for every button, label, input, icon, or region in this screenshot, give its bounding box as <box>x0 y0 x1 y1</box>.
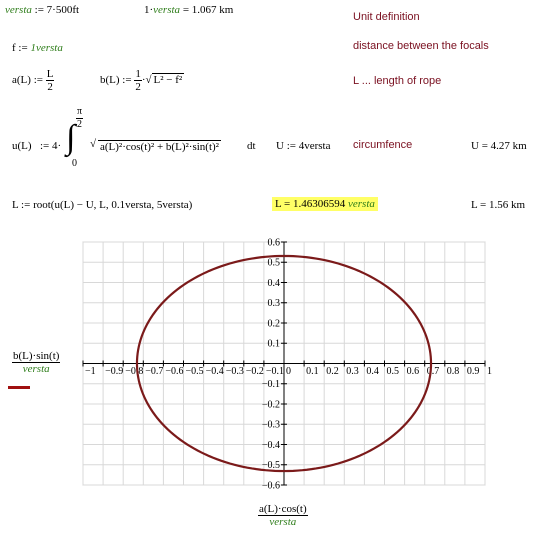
note-focal-distance: distance between the focals <box>353 40 489 52</box>
u-assign: := 4· <box>40 140 62 152</box>
b-definition[interactable]: b(L) := $\frac{1}{2}$ ·√ L² − f² <box>100 68 183 93</box>
integrand: a(L)²·cos(t)² + b(L)²·sin(t)² <box>100 141 219 153</box>
lower-limit: 0 <box>72 158 77 169</box>
y-tick-label: −0.5 <box>261 460 280 472</box>
upper-limit: $\frac{\pi}{2}$ <box>77 106 83 130</box>
y-tick-label: −0.6 <box>261 480 280 492</box>
a-fraction: $\frac{L}{2}$ <box>46 68 54 93</box>
note-unit-definition: Unit definition <box>353 11 420 23</box>
x-tick-label: −0.9 <box>105 365 124 377</box>
x-tick-label: −0.5 <box>185 365 204 377</box>
x-tick-label: 0.7 <box>426 365 440 377</box>
x-tick-label: −0.2 <box>245 365 264 377</box>
y-tick-label: 0.4 <box>267 277 280 289</box>
sqrt-symbol: √ <box>90 138 97 150</box>
x-tick-label: 0.6 <box>406 365 420 377</box>
L-evaluation[interactable]: L = 1.46306594 versta <box>272 197 378 211</box>
u-lhs: u(L) <box>12 140 32 152</box>
assign-op: := <box>34 4 44 16</box>
f-var: f <box>12 42 16 54</box>
x-tick-label: −0.6 <box>165 365 184 377</box>
b-lhs: b(L) <box>100 74 120 87</box>
y-label-num: b(L)·sin(t) <box>13 350 60 362</box>
dt: dt <box>247 140 256 152</box>
x-tick-label: 0.8 <box>446 365 460 377</box>
y-tick-label: −0.4 <box>261 439 280 451</box>
ft-unit: ft <box>72 4 80 16</box>
x-tick-label: 0.3 <box>346 365 359 377</box>
eval-coeff: 1· <box>144 4 154 16</box>
versta-var: versta <box>5 4 32 16</box>
f-value: 1versta <box>30 42 63 54</box>
y-tick-label: 0.3 <box>267 298 280 310</box>
eval-unit: versta <box>153 4 181 16</box>
assign-op: := <box>18 42 28 54</box>
note-rope-length: L ... length of rope <box>353 75 442 87</box>
sqrt-symbol: √ <box>145 74 152 87</box>
x-tick-label: 0.5 <box>386 365 399 377</box>
integral-sign: ∫ <box>66 119 76 156</box>
a-lhs: a(L) <box>12 74 31 87</box>
note-circumference: circumfence <box>353 139 413 151</box>
sqrt-body: L² − f² <box>153 74 183 87</box>
x-tick-label: −0.1 <box>265 365 285 377</box>
x-tick-label: −0.4 <box>205 365 224 377</box>
L-km-evaluation: L = 1.56 km <box>471 199 526 211</box>
x-tick-label: 1 <box>487 365 492 377</box>
U-evaluation: U = 4.27 km <box>471 140 527 152</box>
root-expression[interactable]: L := root(u(L) − U, L, 0.1versta, 5versta) <box>12 199 193 211</box>
y-tick-label: −0.2 <box>261 399 280 411</box>
b-fraction: $\frac{1}{2}$ <box>135 68 141 93</box>
x-tick-label: 0.9 <box>466 365 480 377</box>
assign-op: := <box>122 74 132 87</box>
U-definition[interactable]: U := 4versta <box>276 140 331 152</box>
x-tick-label: −0.8 <box>125 365 144 377</box>
y-label-den: versta <box>22 363 50 375</box>
y-tick-label: −0.1 <box>261 379 280 391</box>
assign-op: := <box>33 74 43 87</box>
x-tick-label: 0.2 <box>326 365 339 377</box>
x-tick-label: −1 <box>85 365 96 377</box>
versta-value: 7·500 <box>46 4 73 16</box>
x-tick-label: −0.3 <box>225 365 244 377</box>
x-label-den: versta <box>269 516 297 528</box>
y-tick-label: 0.6 <box>267 237 280 249</box>
y-tick-label: 0.1 <box>267 338 280 350</box>
x-label-num: a(L)·cos(t) <box>259 503 307 515</box>
y-tick-label: −0.3 <box>261 419 280 431</box>
y-tick-label: 0.2 <box>267 318 280 330</box>
eval-result: = 1.067 km <box>182 4 234 16</box>
x-tick-label: 0 <box>286 365 291 377</box>
x-tick-label: −0.7 <box>145 365 164 377</box>
x-tick-label: 0.4 <box>366 365 379 377</box>
y-tick-label: 0.5 <box>267 257 280 269</box>
x-tick-label: 0.1 <box>306 365 319 377</box>
